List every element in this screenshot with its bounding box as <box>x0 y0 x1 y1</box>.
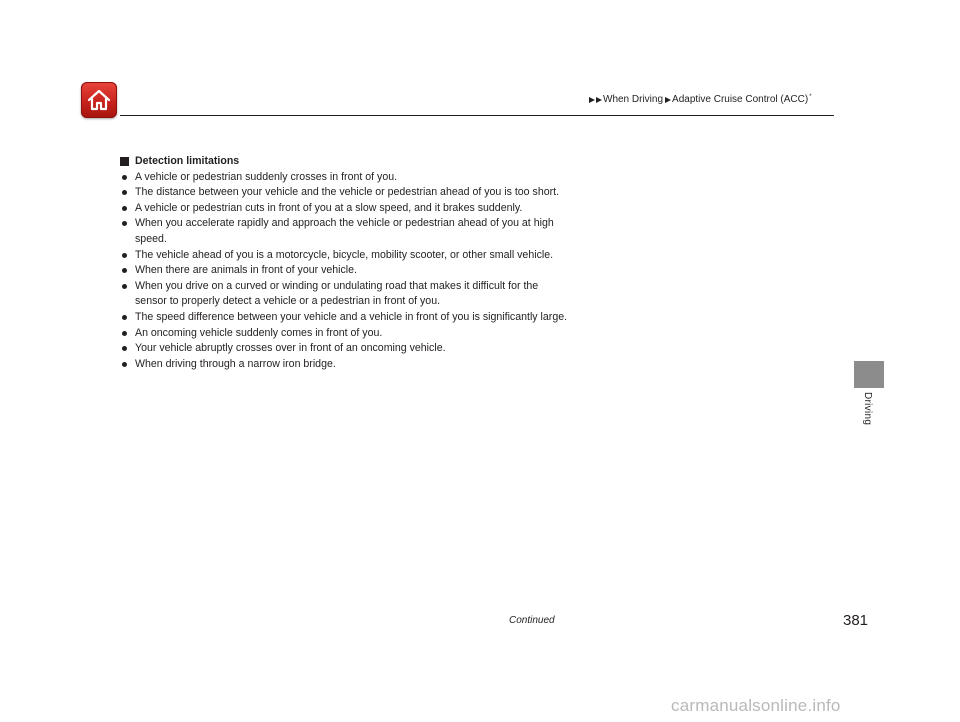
breadcrumb-arrow-icon <box>596 97 602 103</box>
bullet-icon <box>122 315 127 320</box>
list-item: When you accelerate rapidly and approach the vehicle or pedestrian ahead of you at high speed. <box>120 216 570 247</box>
list-item: An oncoming vehicle suddenly comes in front of you. <box>120 326 570 342</box>
home-button[interactable] <box>81 82 117 118</box>
list-item: The distance between your vehicle and the vehicle or pedestrian ahead of you is too short. <box>120 185 570 201</box>
breadcrumb-when-driving[interactable]: When Driving <box>603 94 664 105</box>
list-item: A vehicle or pedestrian cuts in front of you at a slow speed, and it brakes suddenly. <box>120 201 570 217</box>
bullet-icon <box>122 221 127 226</box>
list-item: When you drive on a curved or winding or undulating road that makes it difficult for the sensor to properly detect a vehicle or a pedestrian in front of you. <box>120 279 570 310</box>
chapter-tab-label: Driving <box>862 392 873 426</box>
bullet-icon <box>122 175 127 180</box>
watermark: carmanualsonline.info <box>671 696 841 715</box>
breadcrumb-arrow-icon <box>589 97 595 103</box>
bullet-icon <box>122 284 127 289</box>
list-item: When there are animals in front of your vehicle. <box>120 263 570 279</box>
breadcrumb-acc[interactable]: Adaptive Cruise Control (ACC)* <box>672 93 812 105</box>
list-item: The vehicle ahead of you is a motorcycle, bicycle, mobility scooter, or other small vehicle. <box>120 248 570 264</box>
section-heading <box>120 154 570 170</box>
bullet-icon <box>122 190 127 195</box>
breadcrumb <box>589 93 814 107</box>
header-rule <box>120 115 834 116</box>
list-item: The speed difference between your vehicle and a vehicle in front of you is significantly large. <box>120 310 570 326</box>
bullet-icon <box>122 253 127 258</box>
list-item: When driving through a narrow iron bridge. <box>120 357 570 373</box>
bullet-icon <box>122 206 127 211</box>
list-item: Your vehicle abruptly crosses over in front of an oncoming vehicle. <box>120 341 570 357</box>
bullet-icon <box>122 346 127 351</box>
chapter-tab[interactable] <box>854 361 884 388</box>
section-title: Detection limitations <box>135 155 240 167</box>
square-bullet-icon <box>120 157 129 166</box>
home-icon <box>86 87 112 113</box>
bullet-icon <box>122 268 127 273</box>
bullet-icon <box>122 331 127 336</box>
detection-limitations-section <box>120 154 570 372</box>
continued-label: Continued <box>509 615 555 626</box>
bullet-icon <box>122 362 127 367</box>
page-number: 381 <box>843 612 869 629</box>
breadcrumb-arrow-icon <box>665 97 671 103</box>
list-item: A vehicle or pedestrian suddenly crosses in front of you. <box>120 170 570 186</box>
limitations-list <box>120 170 570 373</box>
footnote-marker: * <box>809 93 812 100</box>
